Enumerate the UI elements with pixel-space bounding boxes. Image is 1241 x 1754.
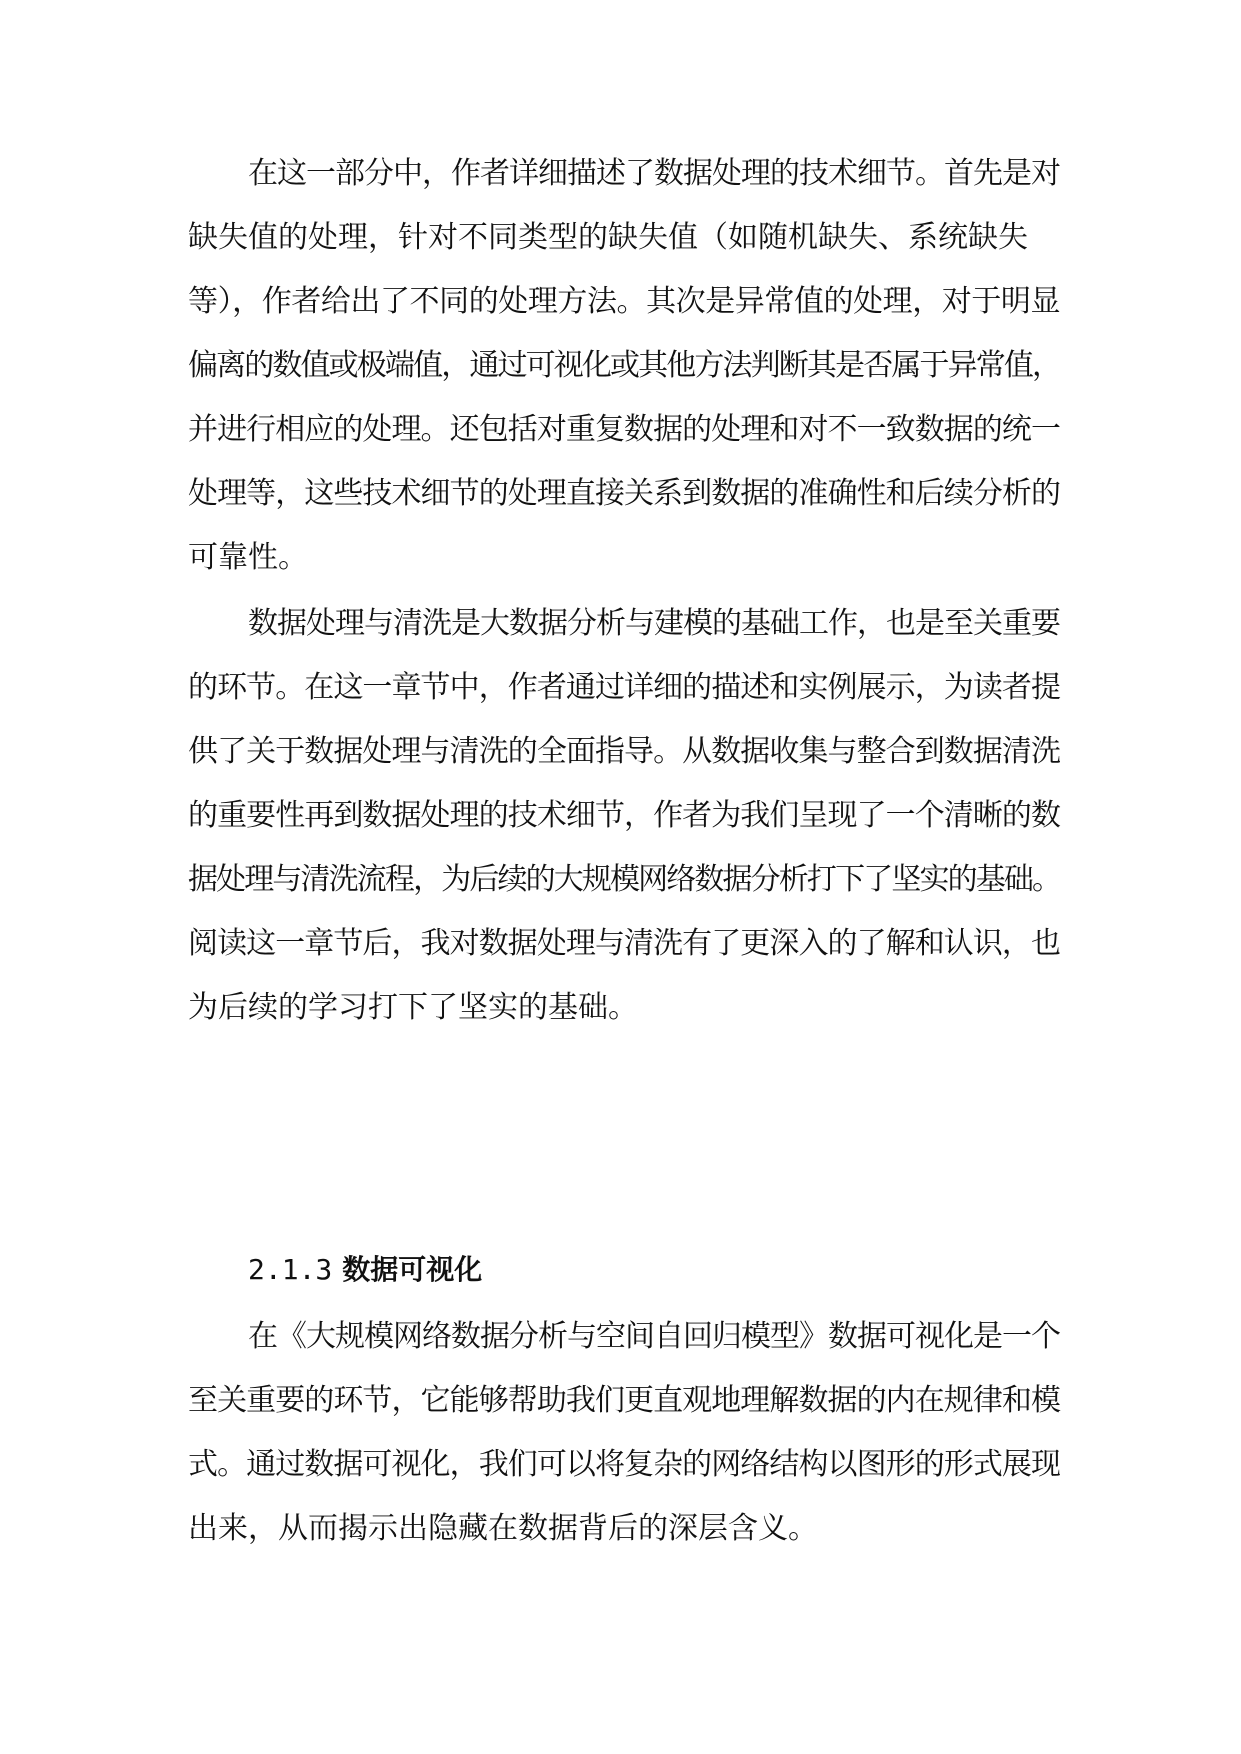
text-line: 在《大规模网络数据分析与空间自回归模型》数据可视化是一个 [248,1319,1060,1354]
text-line: 等），作者给出了不同的处理方法。其次是异常值的处理，对于明显 [188,284,1060,319]
text-line: 供了关于数据处理与清洗的全面指导。从数据收集与整合到数据清洗 [188,734,1060,769]
text-line: 并进行相应的处理。还包括对重复数据的处理和对不一致数据的统一 [188,412,1060,447]
section-title: 数据可视化 [342,1253,483,1286]
paragraph-data-processing-details [188,142,1060,590]
paragraph-data-cleaning-summary [188,592,1060,1040]
text-line: 的重要性再到数据处理的技术细节，作者为我们呈现了一个清晰的数 [188,798,1060,833]
text-line: 为后续的学习打下了坚实的基础。 [188,990,638,1025]
text-line: 式。通过数据可视化，我们可以将复杂的网络结构以图形的形式展现 [188,1447,1060,1482]
text-line: 在这一部分中，作者详细描述了数据处理的技术细节。首先是对 [248,156,1060,191]
text-line: 出来，从而揭示出隐藏在数据背后的深层含义。 [188,1511,818,1546]
section-number: 2.1.3 [248,1253,333,1286]
text-line: 阅读这一章节后，我对数据处理与清洗有了更深入的了解和认识，也 [188,926,1060,961]
text-line: 的环节。在这一章节中，作者通过详细的描述和实例展示，为读者提 [188,670,1060,705]
text-line: 偏离的数值或极端值，通过可视化或其他方法判断其是否属于异常值， [188,348,1060,383]
text-line: 缺失值的处理，针对不同类型的缺失值（如随机缺失、系统缺失 [188,220,1028,255]
text-line: 至关重要的环节，它能够帮助我们更直观地理解数据的内在规律和模 [188,1383,1060,1418]
text-line: 处理等，这些技术细节的处理直接关系到数据的准确性和后续分析的 [188,476,1060,511]
paragraph-data-visualization [188,1305,1060,1561]
text-line: 可靠性。 [188,540,308,575]
text-line: 据处理与清洗流程，为后续的大规模网络数据分析打下了坚实的基础。 [188,862,1060,897]
text-line: 数据处理与清洗是大数据分析与建模的基础工作，也是至关重要 [248,606,1060,641]
section-heading [248,1238,482,1302]
